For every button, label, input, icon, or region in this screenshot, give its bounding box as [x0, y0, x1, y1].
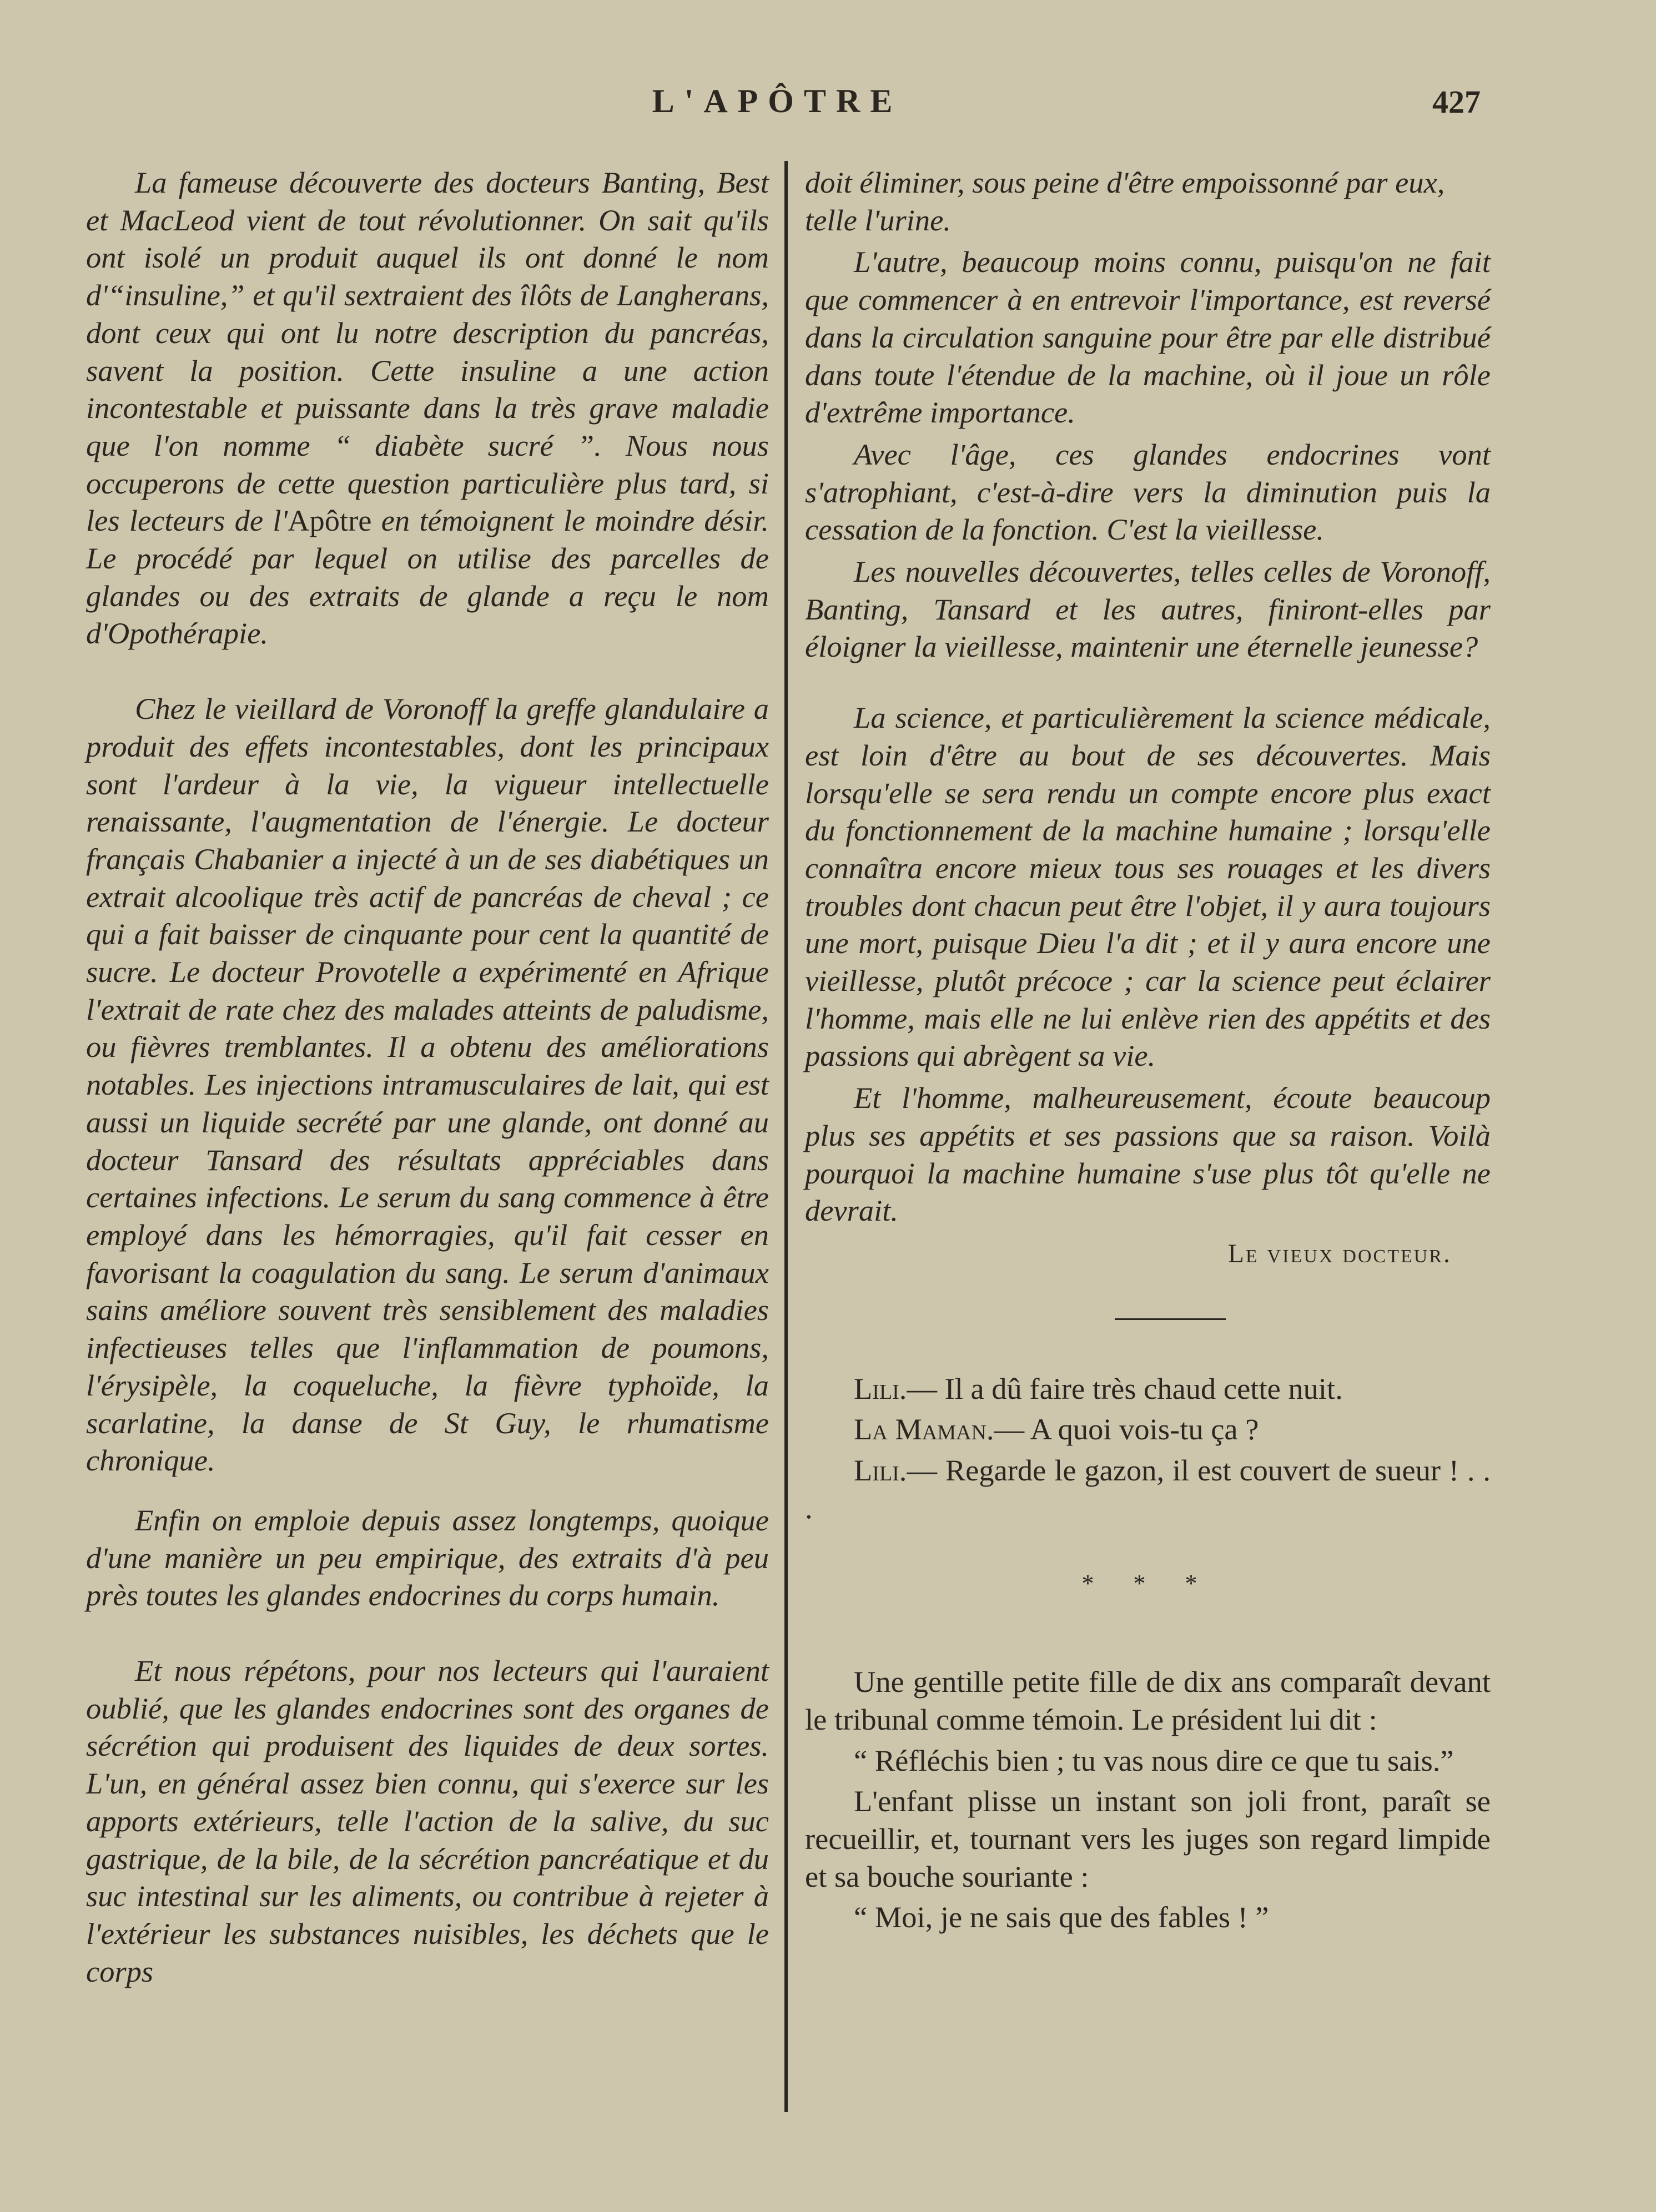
signature: Le vieux docteur.: [1227, 1238, 1452, 1268]
paragraph: L'enfant plisse un instant son joli front, paraît se recueillir, et, tournant vers les juges son regard limpide et sa bouche souriante :: [805, 1784, 1491, 1893]
paragraph: “ Réfléchis bien ; tu vas nous dire ce que tu sais.”: [854, 1743, 1454, 1777]
dialogue-line: Lili.— Regarde le gazon, il est couvert de sueur ! . . .: [805, 1453, 1491, 1525]
paragraph: Enfin on emploie depuis assez longtemps, quoique d'une manière un peu empirique, des extraits d'à peu près toutes les glandes endocrines du corps humain.: [86, 1503, 769, 1613]
paragraph: Et nous répétons, pour nos lecteurs qui l'auraient oublié, que les glandes endocrines sont des organes de sécrétion qui produisent des liquides de deux sortes. L'un, en général assez bien connu, qui s'exerce sur les apports extérieurs, telle l'action de la salive, du suc gastrique, de la bile, de la sécrétion pancréatique et du suc intestinal sur les aliments, ou contribue à rejeter à l'extérieur les substances nuisibles, les déchets que le corps: [86, 1654, 769, 1988]
paragraph: Avec l'âge, ces glandes endocrines vont s'atrophiant, c'est-à-dire vers la diminution puis la cessation de la fonction. C'est la vieillesse.: [805, 437, 1491, 547]
running-title: L'APÔTRE: [652, 83, 903, 119]
paragraph: La fameuse découverte des docteurs Banting, Best et MacLeod vient de tout révolutionner. On sait qu'ils ont isolé un produit auquel ils ont donné le nom d'“insuline,” et qu'il sextraient des îlôts de Langherans, dont ceux qui ont lu notre description du pancréas, savent la position. Cette insuline a une action incontestable et puissante dans la très grave maladie que l'on nomme “ diabète sucré ”. Nous nous occuperons de cette question particulière plus tard, si les lecteurs de l'Apôtre en témoignent le moindre désir. Le procédé par lequel on utilise des parcelles de glandes ou des extraits de glande a reçu le nom d'Opothérapie.: [86, 165, 769, 651]
joke-dialogue: [805, 1370, 1491, 1527]
journal-name: Apôtre: [288, 503, 372, 538]
dialogue-line: Lili.— Il a dû faire très chaud cette nuit.: [854, 1371, 1343, 1405]
paragraph: Chez le vieillard de Voronoff la greffe glandulaire a produit des effets incontestables, dont les principaux sont l'ardeur à la vie, la vigueur intellectuelle renaissante, l'augmentation de l'énergie. Le docteur français Chabanier a injecté à un de ses diabétiques un extrait alcoolique très actif de pancréas de cheval ; ce qui a fait baisser de cinquante pour cent la quantité de sucre. Le docteur Provotelle a expérimenté en Afrique l'extrait de rate chez des malades atteints de paludisme, ou fièvres tremblantes. Il a obtenu des améliorations notables. Les injections intramusculaires de lait, qui est aussi un liquide secrété par une glande, ont donné au docteur Tansard des résultats appréciables dans certaines infections. Le serum du sang commence à être employé dans les hémorragies, qu'il fait cesser en favorisant la coagulation du sang. Le serum d'animaux sains améliore souvent très sensiblement des maladies infectieuses telles que l'inflammation de poumons, l'érysipèle, la coqueluche, la fièvre typhoïde, la scarlatine, la danse de St Guy, le rhumatisme chronique.: [86, 692, 769, 1478]
paragraph: L'autre, beaucoup moins connu, puisqu'on ne fait que commencer à en entrevoir l'importance, est reversé dans la circulation sanguine pour être par elle distribué dans toute l'étendue de la machine, où il joue un rôle d'extrême importance.: [805, 245, 1491, 430]
joke-anecdote: [805, 1663, 1491, 1936]
paragraph: doit éliminer, sous peine d'être empoissonné par eux, telle l'urine.: [805, 165, 1445, 237]
column-divider: [784, 161, 788, 2112]
right-column: [805, 164, 1491, 1936]
page-number: 427: [1432, 84, 1481, 120]
paragraph: Une gentille petite fille de dix ans comparaît devant le tribunal comme témoin. Le président lui dit :: [805, 1665, 1491, 1736]
paragraph: “ Moi, je ne sais que des fables ! ”: [854, 1900, 1269, 1934]
left-column: [86, 164, 769, 1990]
section-stars: * * *: [1081, 1569, 1214, 1597]
speaker: La Maman.: [854, 1412, 994, 1447]
speaker: Lili.: [854, 1371, 907, 1405]
dialogue-line: La Maman.— A quoi vois-tu ça ?: [854, 1412, 1259, 1447]
paragraph: Et l'homme, malheureusement, écoute beaucoup plus ses appétits et ses passions que sa raison. Voilà pourquoi la machine humaine s'use plus tôt qu'elle ne devrait.: [805, 1081, 1491, 1228]
paragraph: La science, et particulièrement la science médicale, est loin d'être au bout de ses découvertes. Mais lorsqu'elle se sera rendu un compte encore plus exact du fonctionnement de la machine humaine ; lorsqu'elle connaîtra encore mieux tous ses rouages et les divers troubles dont chacun peut être l'objet, il y aura toujours une mort, puisque Dieu l'a dit ; et il y aura encore une vieillesse, plutôt précoce ; car la science peut éclairer l'homme, mais elle ne lui enlève rien des appétits et des passions qui abrègent sa vie.: [805, 701, 1491, 1073]
speaker: Lili.: [854, 1453, 907, 1488]
section-separator: [1115, 1318, 1226, 1320]
paragraph: Les nouvelles découvertes, telles celles de Voronoff, Banting, Tansard et les autres, finiront-elles par éloigner la vieillesse, maintenir une éternelle jeunesse?: [805, 555, 1491, 664]
